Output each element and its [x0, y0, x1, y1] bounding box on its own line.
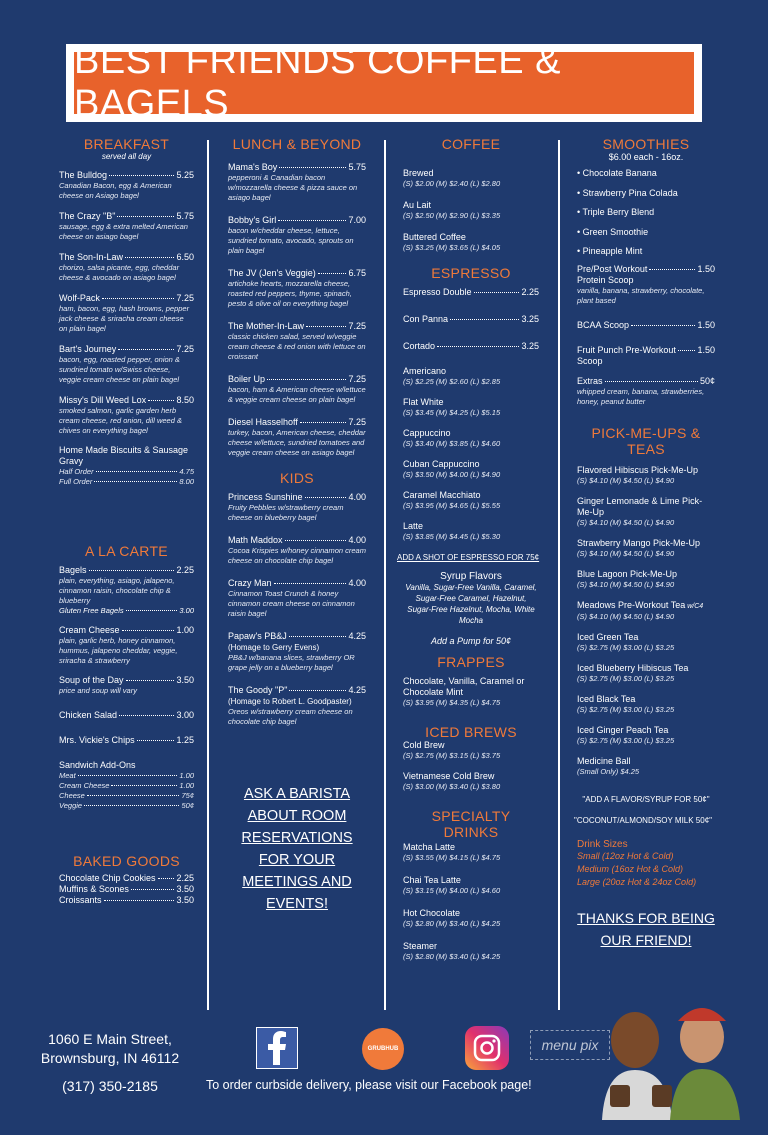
address-line: 1060 E Main Street, — [48, 1031, 172, 1047]
milk-note: "COCONUT/ALMOND/SOY MILK 50¢" — [573, 815, 712, 825]
grubhub-icon[interactable]: GRUBHUB — [362, 1028, 404, 1070]
watermark-logo: menu pix — [530, 1030, 610, 1060]
mascot-cap — [678, 1008, 726, 1021]
reservation-line: EVENTS! — [265, 896, 329, 912]
menu-item: Flat White (S) $3.45 (M) $4.25 (L) $5.15 — [403, 397, 501, 417]
reservation-line: ASK A BARISTA — [243, 786, 351, 802]
menu-item: Papaw's PB&J 4.25 (Homage to Gerry Evens) PB&J w/banana slices, strawberry OR grape jelly on a blueberry bagel — [228, 631, 366, 672]
menu-item: Wolf-Pack 7.25 ham, bacon, egg, hash browns, pepper jack cheese & sriracha cream cheese on plain bagel — [59, 293, 194, 333]
menu-item: Muffins & Scones 3.50 — [59, 884, 194, 894]
syrup-title: Syrup Flavors — [440, 571, 502, 582]
menu-item: BCAA Scoop 1.50 — [577, 319, 715, 330]
section-title-breakfast: BREAKFAST — [83, 136, 170, 152]
reservation-notice — [228, 783, 366, 915]
delivery-note: To order curbside delivery, please visit our Facebook page! — [206, 1078, 532, 1092]
menu-item: Americano (S) $2.25 (M) $2.60 (L) $2.85 — [403, 366, 501, 386]
menu-item: Cortado 3.25 — [403, 341, 539, 351]
menu-item: Au Lait (S) $2.50 (M) $2.90 (L) $3.35 — [403, 200, 501, 220]
menu-item: Espresso Double 2.25 — [403, 287, 539, 297]
syrup-list: Vanilla, Sugar-Free Vanilla, Caramel, Sugar-Free Caramel, Hazelnut, Sugar-Free Hazelnut, Mocha, White Mocha — [405, 583, 537, 625]
address-block — [30, 1030, 190, 1096]
flavor-note: "ADD A FLAVOR/SYRUP FOR 50¢" — [582, 794, 710, 804]
menu-item: Sandwich Add-Ons Meat 1.00 Cream Cheese 1.00 Cheese 75¢ Veggie 50¢ — [59, 760, 194, 810]
section-title-iced: ICED BREWS — [425, 724, 517, 740]
menu-item: Cold Brew (S) $2.75 (M) $3.15 (L) $3.75 — [403, 740, 501, 760]
menu-item: Extras 50¢ whipped cream, banana, strawberries, honey, peanut butter — [577, 375, 715, 406]
menu-item: Chai Tea Latte (S) $3.15 (M) $4.00 (L) $4.60 — [403, 875, 501, 895]
menu-item: Mama's Boy 5.75 pepperoni & Canadian bacon w/mozzarella cheese & pizza sauce on asiago bagel — [228, 162, 366, 202]
menu-item: Bobby's Girl 7.00 bacon w/cheddar cheese, lettuce, sundried tomato, avocado, sprouts on plain bagel — [228, 215, 366, 255]
menu-item: Math Maddox 4.00 Cocoa Krispies w/honey cinnamon cream cheese on chocolate chip bagel — [228, 535, 366, 565]
menu-item: Croissants 3.50 — [59, 895, 194, 905]
menu-item: Pre/Post Workout 1.50 Protein Scoop vanilla, banana, strawberry, chocolate, plant based — [577, 263, 715, 305]
reservation-line: RESERVATIONS — [241, 830, 353, 846]
menu-item: Bart's Journey 7.25 bacon, egg, roasted pepper, onion & sundried tomato w/Swiss cheese, veggie cream cheese on plain bagel — [59, 344, 194, 384]
section-title-kids: KIDS — [280, 470, 314, 486]
menu-item: Bagels 2.25 plain, everything, asiago, jalapeno, cinnamon raisin, chocolate chip & blueberry Gluten Free Bagels 3.00 — [59, 565, 194, 615]
facebook-icon[interactable] — [256, 1027, 298, 1069]
menu-item: The Bulldog 5.25 Canadian Bacon, egg & American cheese on Asiago bagel — [59, 170, 194, 200]
menu-item: Princess Sunshine 4.00 Fruity Pebbles w/strawberry cream cheese on blueberry bagel — [228, 492, 366, 522]
reservation-line: ABOUT ROOM — [247, 808, 347, 824]
section-subtitle: served all day — [101, 152, 152, 161]
menu-item: Cappuccino (S) $3.40 (M) $3.85 (L) $4.60 — [403, 428, 501, 448]
menu-item: The JV (Jen's Veggie) 6.75 artichoke hearts, mozzarella cheese, roasted red peppers, thyme, spinach, pesto & olive oil on everything bagel — [228, 268, 366, 308]
menu-item: The Son-In-Law 6.50 chorizo, salsa picante, egg, cheddar cheese & avocado on asiago bagel — [59, 252, 194, 282]
section-title-pickme: PICK-ME-UPS & TEAS — [591, 424, 701, 457]
smoothie-flavor: • Strawberry Pina Colada — [577, 184, 715, 204]
menu-item: Iced Ginger Peach Tea (S) $2.75 (M) $3.00 (L) $3.25 — [577, 724, 675, 745]
espresso-shot-note: ADD A SHOT OF ESPRESSO FOR 75¢ — [397, 553, 540, 562]
column-coffee — [397, 136, 540, 962]
section-title-frappes: FRAPPES — [437, 654, 505, 670]
menu-item: Meadows Pre-Workout Tea w/C4 (S) $4.10 (M) $4.50 (L) $4.90 — [577, 599, 704, 621]
menu-item: Steamer (S) $2.80 (M) $3.40 (L) $4.25 — [403, 941, 501, 961]
menu-item: The Goody "P" 4.25 (Homage to Robert L. Goodpaster) Oreos w/strawberry cream cheese on chocolate chip bagel — [228, 685, 366, 726]
menu-item: Missy's Dill Weed Lox 8.50 smoked salmon, garlic garden herb cream cheese, red onion, dill weed & chives on everything bagel — [59, 395, 194, 435]
menu-item: Matcha Latte (S) $3.55 (M) $4.15 (L) $4.75 — [403, 842, 501, 862]
menu-item: The Crazy "B" 5.75 sausage, egg & extra melted American cheese on asiago bagel — [59, 211, 194, 241]
restaurant-title: BEST FRIENDS COFFEE & BAGELS — [74, 52, 694, 114]
column-breakfast — [59, 136, 194, 906]
menu-item: Blue Lagoon Pick-Me-Up (S) $4.10 (M) $4.50 (L) $4.90 — [577, 568, 678, 589]
menu-item: Cream Cheese 1.00 plain, garlic herb, honey cinnamon, hummus, jalapeno cheddar, veggie, sriracha & strawberry — [59, 625, 194, 665]
menu-item: Mrs. Vickie's Chips 1.25 — [59, 735, 194, 745]
address-line: Brownsburg, IN 46112 — [40, 1050, 180, 1066]
column-lunch — [228, 136, 366, 915]
instagram-icon[interactable] — [465, 1026, 509, 1070]
addon-row: Meat 1.00 — [59, 771, 194, 780]
menu-item: Fruit Punch Pre-Workout 1.50 Scoop — [577, 344, 715, 366]
menu-item: Chocolate Chip Cookies 2.25 — [59, 873, 194, 883]
section-title-baked: BAKED GOODS — [73, 853, 180, 869]
menu-item: Flavored Hibiscus Pick-Me-Up (S) $4.10 (M) $4.50 (L) $4.90 — [577, 464, 699, 485]
drink-size: Large (20oz Hot & 24oz Cold) — [577, 876, 697, 887]
addon-row: Cream Cheese 1.00 — [59, 781, 194, 790]
menu-item: Strawberry Mango Pick-Me-Up (S) $4.10 (M) $4.50 (L) $4.90 — [577, 537, 701, 558]
smoothie-flavor: • Chocolate Banana — [577, 164, 715, 184]
mug-right — [652, 1085, 672, 1107]
menu-item: Buttered Coffee (S) $3.25 (M) $3.65 (L) $4.05 — [403, 232, 501, 252]
menu-item: Medicine Ball (Small Only) $4.25 — [577, 755, 640, 776]
mascot-body-right — [670, 1069, 740, 1120]
section-title-specialty: SPECIALTY DRINKS — [431, 808, 511, 840]
menu-item: Home Made Biscuits & Sausage Gravy Half Order 4.75 Full Order 8.00 — [59, 445, 194, 486]
menu-item: Cuban Cappuccino (S) $3.50 (M) $4.00 (L) $4.90 — [403, 459, 501, 479]
mascots-illustration — [590, 985, 750, 1120]
menu-item: Hot Chocolate (S) $2.80 (M) $3.40 (L) $4.25 — [403, 908, 501, 928]
title-banner — [66, 40, 702, 125]
column-smoothies — [573, 136, 715, 951]
thanks-message: THANKS FOR BEING OUR FRIEND! — [577, 909, 715, 948]
menu-item: Chocolate, Vanilla, Caramel or Chocolate Mint (S) $3.95 (M) $4.35 (L) $4.75 — [403, 676, 525, 707]
drink-size: Small (12oz Hot & Cold) — [577, 850, 674, 861]
column-divider — [384, 140, 386, 1010]
menu-item: The Mother-In-Law 7.25 classic chicken salad, served w/veggie cream cheese & red onion with lettuce on croissant — [228, 321, 366, 361]
menu-item: Iced Black Tea (S) $2.75 (M) $3.00 (L) $3.25 — [577, 693, 675, 714]
reservation-line: MEETINGS AND — [242, 874, 352, 890]
section-title-coffee: COFFEE — [441, 136, 501, 152]
drink-sizes-title: Drink Sizes — [577, 838, 628, 850]
reservation-line: FOR YOUR — [258, 852, 336, 868]
menu-item: Chicken Salad 3.00 — [59, 710, 194, 720]
menu-item: Crazy Man 4.00 Cinnamon Toast Crunch & honey cinnamon cream cheese on cinnamon raisin bagel — [228, 578, 366, 618]
menu-item: Soup of the Day 3.50 price and soup will vary — [59, 675, 194, 695]
menu-item: Latte (S) $3.85 (M) $4.45 (L) $5.30 — [403, 521, 501, 541]
menu-item: Caramel Macchiato (S) $3.95 (M) $4.65 (L) $5.55 — [403, 490, 501, 510]
phone-number[interactable]: (317) 350-2185 — [62, 1078, 158, 1094]
section-title-lunch: LUNCH & BEYOND — [232, 136, 362, 152]
menu-item: Diesel Hasselhoff 7.25 turkey, bacon, American cheese, cheddar cheese w/lettuce, sundried tomatoes and veggie cream cheese on asiago bagel — [228, 417, 366, 457]
menu-item: Iced Green Tea (S) $2.75 (M) $3.00 (L) $3.25 — [577, 631, 675, 652]
addon-row: Veggie 50¢ — [59, 801, 194, 810]
menu-item: Ginger Lemonade & Lime Pick-Me-Up (S) $4.10 (M) $4.50 (L) $4.90 — [577, 495, 703, 527]
smoothie-flavor: • Pineapple Mint — [577, 242, 715, 262]
menu-item: Vietnamese Cold Brew (S) $3.00 (M) $3.40 (L) $3.80 — [403, 771, 501, 791]
section-title-smoothies: SMOOTHIES — [602, 136, 690, 152]
drink-size: Medium (16oz Hot & Cold) — [577, 863, 684, 874]
smoothie-flavor: • Triple Berry Blend — [577, 203, 715, 223]
section-title-alacarte: A LA CARTE — [85, 543, 168, 559]
addon-row: Cheese 75¢ — [59, 791, 194, 800]
menu-item: Brewed (S) $2.00 (M) $2.40 (L) $2.80 — [403, 168, 501, 188]
menu-item: Con Panna 3.25 — [403, 314, 539, 324]
menu-item: Iced Blueberry Hibiscus Tea (S) $2.75 (M) $3.00 (L) $3.25 — [577, 662, 689, 683]
mascot-face-left — [611, 1012, 659, 1068]
pump-note: Add a Pump for 50¢ — [430, 636, 512, 646]
column-divider — [558, 140, 560, 1010]
menu-item: Boiler Up 7.25 bacon, ham & American cheese w/lettuce & veggie cream cheese on plain bagel — [228, 374, 366, 404]
mug-left — [610, 1085, 630, 1107]
smoothie-price: $6.00 each - 16oz. — [608, 152, 684, 162]
column-divider — [207, 140, 209, 1010]
section-title-espresso: ESPRESSO — [431, 265, 511, 281]
smoothie-flavor: • Green Smoothie — [577, 223, 715, 243]
